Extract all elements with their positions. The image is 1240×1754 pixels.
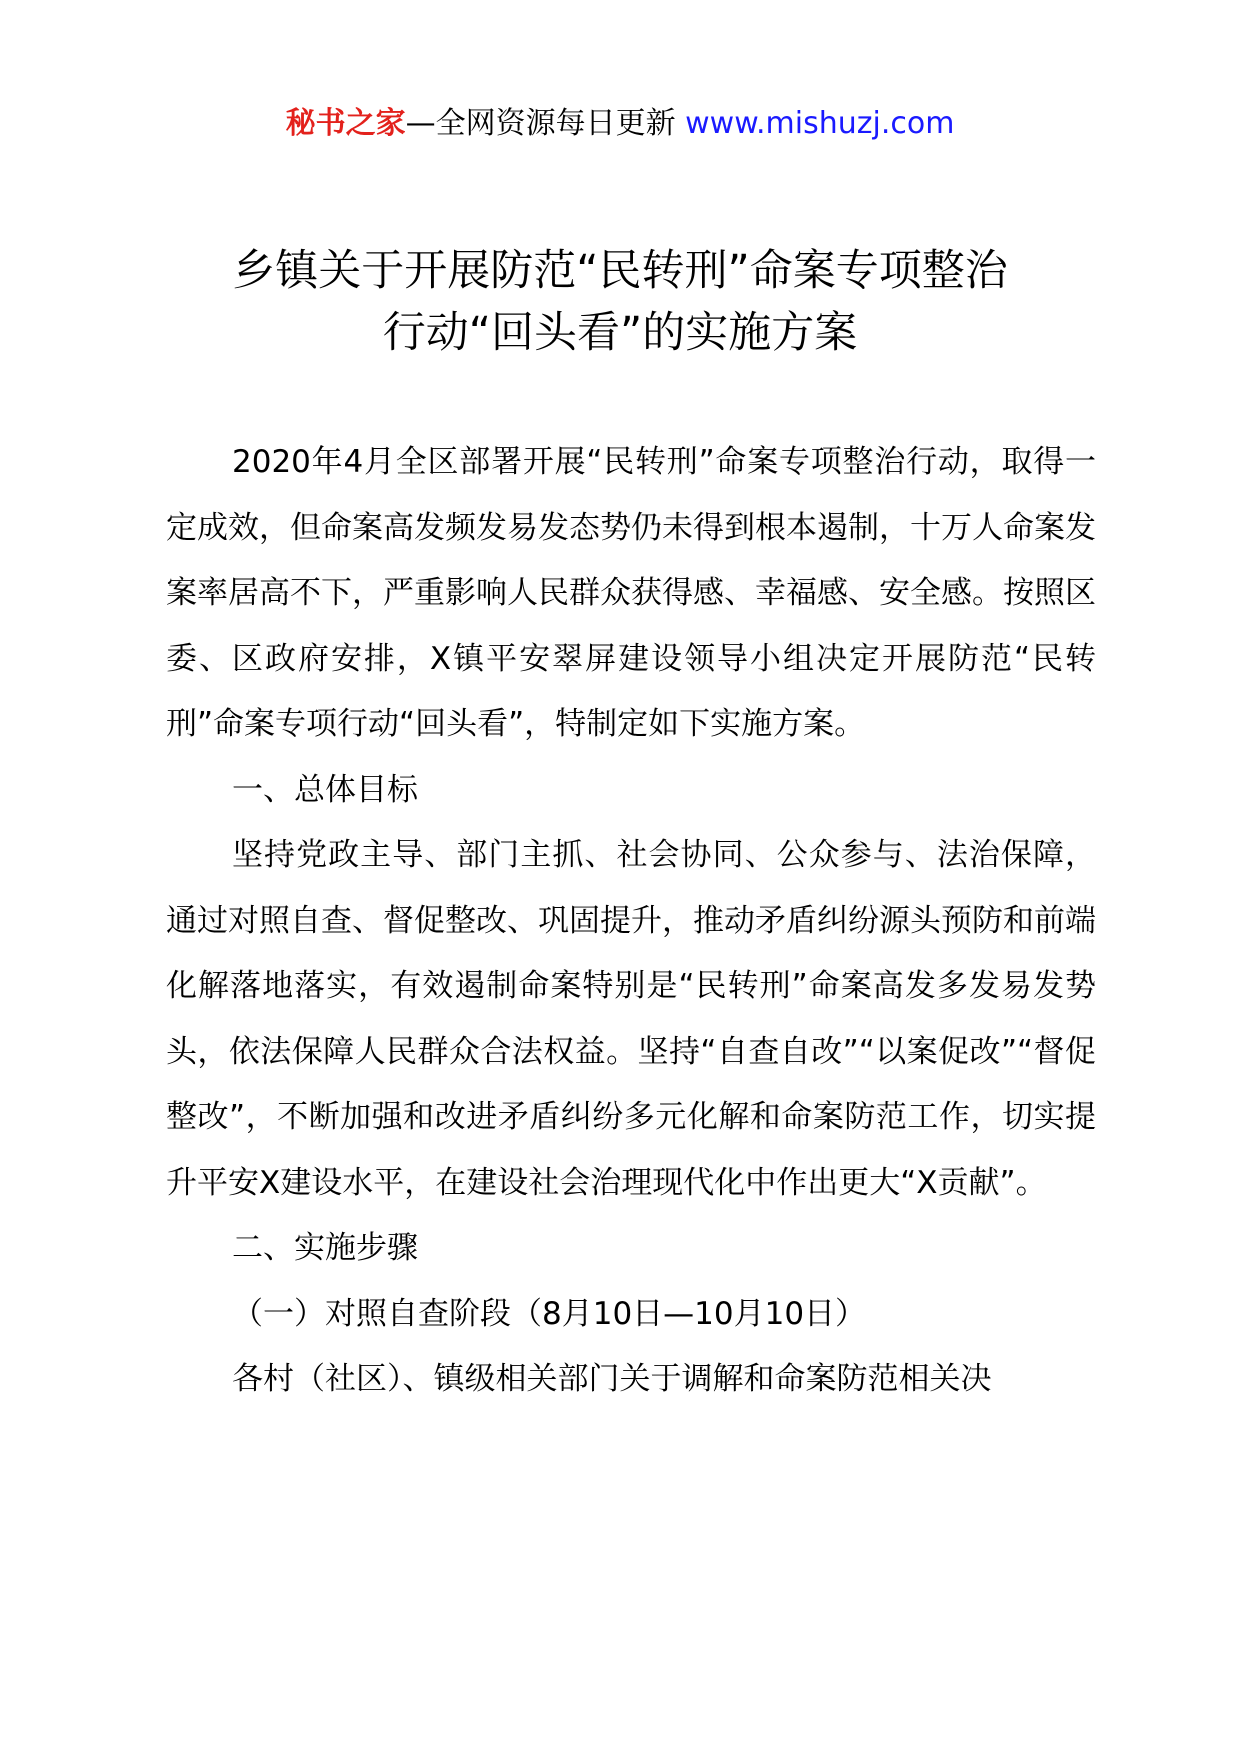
- paragraph-goals: 坚持党政主导、部门主抓、社会协同、公众参与、法治保障，通过对照自查、督促整改、巩固提升，推动矛盾纠纷源头预防和前端化解落地落实，有效遏制命案特别是“民转刑”命案高发多发易发势头，依法保障人民群众合法权益。坚持“自查自改”“以案促改”“督促整改”，不断加强和改进矛盾纠纷多元化解和命案防范工作，切实提升平安X建设水平，在建设社会治理现代化中作出更大“X贡献”。: [166, 837, 1096, 1201]
- header-brand: 秘书之家: [285, 106, 406, 141]
- header-slogan: —全网资源每日更新: [405, 106, 676, 141]
- document-title: [0, 240, 1240, 364]
- title-line-2: 行动“回头看”的实施方案: [382, 308, 858, 358]
- header-url[interactable]: www.mishuzj.com: [685, 106, 955, 141]
- subsection-heading-1: （一）对照自查阶段（8月10日—10月10日）: [232, 1295, 867, 1332]
- paragraph-intro: 2020年4月全区部署开展“民转刑”命案专项整治行动，取得一定成效，但命案高发频发易发态势仍未得到根本遏制，十万人命案发案率居高不下，严重影响人民群众获得感、幸福感、安全感。按照区委、区政府安排，X镇平安翠屏建设领导小组决定开展防范“民转刑”命案专项行动“回头看”，特制定如下实施方案。: [166, 444, 1096, 742]
- document-body: [166, 430, 1096, 1413]
- paragraph-self-check: 各村（社区）、镇级相关部门关于调解和命案防范相关决: [232, 1361, 992, 1397]
- watermark-header: [0, 100, 1240, 148]
- section-heading-2: 二、实施步骤: [232, 1230, 418, 1266]
- section-heading-1: 一、总体目标: [232, 771, 418, 808]
- title-line-1: 乡镇关于开展防范“民转刑”命案专项整治: [232, 246, 1008, 296]
